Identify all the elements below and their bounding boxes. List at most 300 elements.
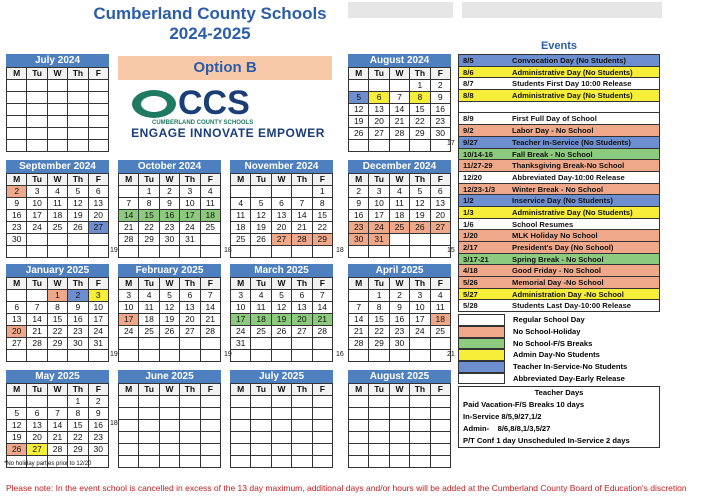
day-cell <box>349 408 369 420</box>
day-cell: 11 <box>231 210 251 222</box>
day-cell <box>27 290 47 302</box>
month-12 <box>230 370 333 468</box>
day-name: Tu <box>139 174 159 186</box>
day-cell: 13 <box>369 104 389 116</box>
day-cell <box>431 396 451 408</box>
day-cell <box>119 396 139 408</box>
day-cell: 19 <box>68 210 88 222</box>
event-text: President's Day (No School) <box>512 243 614 252</box>
day-cell: 16 <box>431 104 451 116</box>
day-cell: 28 <box>390 128 410 140</box>
title-school: Cumberland County Schools <box>93 4 327 23</box>
key-label: No School-Holiday <box>513 326 581 336</box>
day-cell: 3 <box>369 186 389 198</box>
key-swatch <box>458 373 505 385</box>
day-cell <box>160 444 180 456</box>
day-cell: 20 <box>292 314 312 326</box>
day-cell <box>251 186 271 198</box>
day-cell: 26 <box>68 222 88 234</box>
day-cell <box>349 290 369 302</box>
key-swatch <box>458 314 505 326</box>
day-cell <box>27 396 47 408</box>
day-cell: 24 <box>119 326 139 338</box>
day-cell: 2 <box>349 186 369 198</box>
day-cell: 27 <box>7 338 27 350</box>
day-cell <box>89 456 109 468</box>
day-cell: 20 <box>180 314 200 326</box>
day-cell <box>251 420 271 432</box>
teacher-days-in-service: In-Service 8/5,9/27,1/2 <box>463 412 542 422</box>
day-cell: 19 <box>349 116 369 128</box>
month-day-count: 19 <box>110 351 118 358</box>
day-cell: 20 <box>7 326 27 338</box>
day-cell <box>410 456 430 468</box>
day-cell <box>119 408 139 420</box>
month-7 <box>118 264 221 362</box>
day-cell: 31 <box>89 338 109 350</box>
day-cell <box>68 350 88 362</box>
day-cell: 14 <box>27 314 47 326</box>
month-grid <box>118 277 221 362</box>
day-name: W <box>160 384 180 396</box>
event-date: 12/23-1/3 <box>463 184 496 194</box>
month-title: March 2025 <box>230 264 333 277</box>
day-cell <box>251 456 271 468</box>
day-cell: 15 <box>68 420 88 432</box>
month-2 <box>6 160 109 258</box>
day-cell <box>48 140 68 152</box>
day-cell: 1 <box>369 290 389 302</box>
day-cell: 19 <box>272 314 292 326</box>
day-cell <box>251 444 271 456</box>
event-text <box>506 102 659 113</box>
teacher-days-paid-vacation: Paid Vacation-F/S Breaks 10 days <box>463 400 585 410</box>
month-day-count: 18 <box>224 247 232 254</box>
day-cell <box>431 444 451 456</box>
day-cell <box>431 432 451 444</box>
day-cell <box>369 432 389 444</box>
day-cell: 16 <box>390 314 410 326</box>
day-cell <box>231 186 251 198</box>
day-cell: 22 <box>48 326 68 338</box>
day-cell <box>349 246 369 258</box>
day-cell: 5 <box>7 408 27 420</box>
day-cell: 9 <box>68 302 88 314</box>
month-title: February 2025 <box>118 264 221 277</box>
day-cell <box>390 234 410 246</box>
day-cell <box>180 350 200 362</box>
day-cell: 15 <box>313 210 333 222</box>
day-cell <box>48 396 68 408</box>
day-cell <box>292 246 312 258</box>
day-cell <box>410 140 430 152</box>
day-cell <box>160 432 180 444</box>
day-cell: 10 <box>89 302 109 314</box>
day-name: Tu <box>251 174 271 186</box>
day-cell: 7 <box>292 198 312 210</box>
day-cell <box>180 338 200 350</box>
event-row <box>459 195 659 207</box>
day-cell: 24 <box>410 326 430 338</box>
day-cell <box>180 444 200 456</box>
month-4 <box>230 160 333 258</box>
day-cell: 14 <box>119 210 139 222</box>
day-cell <box>410 234 430 246</box>
event-date: 3/17-21 <box>463 254 489 264</box>
day-name: Th <box>410 384 430 396</box>
day-cell: 7 <box>349 302 369 314</box>
day-name: M <box>119 384 139 396</box>
day-cell <box>89 234 109 246</box>
day-cell <box>251 432 271 444</box>
day-cell: 27 <box>292 326 312 338</box>
day-cell: 18 <box>201 210 221 222</box>
day-name: Tu <box>27 278 47 290</box>
month-grid <box>230 383 333 468</box>
day-cell: 2 <box>160 186 180 198</box>
day-cell <box>27 104 47 116</box>
day-cell <box>201 246 221 258</box>
day-cell <box>390 444 410 456</box>
day-cell: 19 <box>160 314 180 326</box>
day-cell <box>231 408 251 420</box>
day-name: Tu <box>369 384 389 396</box>
day-cell: 25 <box>431 326 451 338</box>
day-name: W <box>48 174 68 186</box>
event-row <box>459 137 659 149</box>
top-gray-band-left <box>348 2 453 18</box>
month-title: September 2024 <box>6 160 109 173</box>
logo-subtext: CUMBERLAND COUNTY SCHOOLS <box>152 120 254 126</box>
day-cell: 20 <box>272 222 292 234</box>
day-cell <box>89 140 109 152</box>
footnote: *No holiday parties prior to 12/20 <box>4 461 92 467</box>
day-cell: 22 <box>410 116 430 128</box>
day-cell: 14 <box>390 104 410 116</box>
event-date: 11/27-29 <box>463 161 493 171</box>
event-row <box>459 78 659 90</box>
day-name: Th <box>68 278 88 290</box>
day-cell <box>272 444 292 456</box>
day-cell <box>119 456 139 468</box>
day-cell <box>369 420 389 432</box>
day-cell <box>292 444 312 456</box>
day-cell <box>68 80 88 92</box>
day-cell: 11 <box>201 198 221 210</box>
month-6 <box>6 264 109 362</box>
day-cell: 29 <box>369 338 389 350</box>
day-cell <box>201 420 221 432</box>
day-cell <box>251 350 271 362</box>
day-cell: 31 <box>231 338 251 350</box>
day-name: M <box>231 278 251 290</box>
day-cell: 11 <box>390 198 410 210</box>
day-cell <box>7 116 27 128</box>
day-name: Th <box>180 384 200 396</box>
day-cell <box>139 338 159 350</box>
month-title: November 2024 <box>230 160 333 173</box>
day-cell <box>139 456 159 468</box>
day-cell <box>201 408 221 420</box>
event-text: First Full Day of School <box>512 114 597 124</box>
day-cell: 11 <box>431 302 451 314</box>
event-date: 8/8 <box>463 91 474 101</box>
day-cell <box>369 396 389 408</box>
day-name: F <box>89 68 109 80</box>
option-banner: Option B <box>118 56 332 80</box>
day-cell <box>231 420 251 432</box>
day-cell: 5 <box>251 198 271 210</box>
day-cell <box>349 350 369 362</box>
month-day-count: 21 <box>447 351 455 358</box>
event-row <box>459 55 659 67</box>
day-cell: 5 <box>349 92 369 104</box>
day-cell <box>349 420 369 432</box>
day-cell: 15 <box>48 314 68 326</box>
day-cell: 21 <box>349 326 369 338</box>
day-name: F <box>89 384 109 396</box>
day-cell <box>160 408 180 420</box>
month-8 <box>230 264 333 362</box>
day-cell <box>292 420 312 432</box>
event-row <box>459 219 659 231</box>
day-name: Th <box>292 384 312 396</box>
day-cell <box>27 128 47 140</box>
day-cell: 25 <box>251 326 271 338</box>
events-list <box>458 54 660 312</box>
day-cell: 4 <box>201 186 221 198</box>
month-title: December 2024 <box>348 160 451 173</box>
day-cell: 21 <box>119 222 139 234</box>
day-name: F <box>89 174 109 186</box>
month-grid <box>6 67 109 152</box>
day-cell <box>89 116 109 128</box>
day-cell: 13 <box>7 314 27 326</box>
day-cell: 27 <box>369 128 389 140</box>
day-cell: 23 <box>390 326 410 338</box>
day-cell <box>201 350 221 362</box>
day-cell <box>89 350 109 362</box>
day-cell: 4 <box>431 290 451 302</box>
event-row <box>459 160 659 172</box>
day-cell: 19 <box>410 210 430 222</box>
day-cell: 26 <box>349 128 369 140</box>
day-cell <box>390 246 410 258</box>
day-cell <box>292 186 312 198</box>
day-cell: 21 <box>201 314 221 326</box>
month-title: April 2025 <box>348 264 451 277</box>
day-cell: 22 <box>68 432 88 444</box>
day-cell: 4 <box>139 290 159 302</box>
event-row <box>459 207 659 219</box>
event-date: 1/3 <box>463 207 474 217</box>
day-cell <box>119 246 139 258</box>
month-title: July 2024 <box>6 54 109 67</box>
event-date: 10/14-16 <box>463 149 493 159</box>
day-cell: 21 <box>313 314 333 326</box>
day-cell <box>89 128 109 140</box>
day-cell: 23 <box>7 222 27 234</box>
month-1 <box>348 54 451 152</box>
day-cell <box>89 246 109 258</box>
day-cell <box>272 350 292 362</box>
day-cell: 12 <box>7 420 27 432</box>
day-cell: 25 <box>139 326 159 338</box>
month-grid <box>118 173 221 258</box>
day-cell: 18 <box>48 210 68 222</box>
day-cell: 31 <box>180 234 200 246</box>
day-cell: 12 <box>251 210 271 222</box>
day-name: F <box>201 278 221 290</box>
day-name: W <box>272 174 292 186</box>
day-cell: 25 <box>48 222 68 234</box>
month-day-count: 19 <box>224 351 232 358</box>
day-cell: 22 <box>313 222 333 234</box>
day-cell <box>7 104 27 116</box>
month-grid <box>348 173 451 258</box>
day-cell: 24 <box>369 222 389 234</box>
day-cell: 10 <box>180 198 200 210</box>
day-cell: 28 <box>292 234 312 246</box>
day-name: Th <box>68 174 88 186</box>
day-cell: 3 <box>180 186 200 198</box>
event-date: 1/6 <box>463 219 474 229</box>
day-cell <box>68 234 88 246</box>
event-text: Administration Day -No School <box>512 289 624 299</box>
day-cell <box>119 338 139 350</box>
day-cell <box>369 140 389 152</box>
day-cell: 13 <box>431 198 451 210</box>
day-cell <box>160 396 180 408</box>
day-cell: 1 <box>313 186 333 198</box>
day-cell: 12 <box>160 302 180 314</box>
day-cell: 1 <box>410 80 430 92</box>
day-cell: 3 <box>410 290 430 302</box>
day-cell: 21 <box>390 116 410 128</box>
month-11 <box>118 370 221 468</box>
day-cell: 6 <box>89 186 109 198</box>
day-name: W <box>160 174 180 186</box>
key-label: No School-F/S Breaks <box>513 338 593 348</box>
day-cell <box>369 408 389 420</box>
day-name: F <box>431 278 451 290</box>
day-cell: 27 <box>89 222 109 234</box>
day-cell: 15 <box>410 104 430 116</box>
day-cell <box>410 444 430 456</box>
event-row <box>459 300 659 312</box>
day-name: Tu <box>27 174 47 186</box>
event-row <box>459 172 659 184</box>
day-cell <box>48 128 68 140</box>
day-cell: 2 <box>390 290 410 302</box>
day-name: Th <box>410 278 430 290</box>
day-cell <box>201 444 221 456</box>
day-cell: 4 <box>251 290 271 302</box>
event-row <box>459 125 659 137</box>
event-text: Winter Break - No School <box>512 184 604 194</box>
month-grid <box>6 277 109 362</box>
day-name: Tu <box>27 68 47 80</box>
day-cell <box>48 104 68 116</box>
day-cell: 18 <box>390 210 410 222</box>
day-cell <box>201 456 221 468</box>
day-cell <box>313 350 333 362</box>
day-cell <box>27 116 47 128</box>
event-text: Teacher In-Service (No Students) <box>512 137 631 147</box>
event-row <box>459 149 659 161</box>
day-cell: 6 <box>7 302 27 314</box>
day-cell <box>231 396 251 408</box>
day-cell <box>27 80 47 92</box>
day-cell <box>349 432 369 444</box>
day-cell <box>27 92 47 104</box>
teacher-days-title: Teacher Days <box>534 388 584 398</box>
day-cell <box>180 456 200 468</box>
event-text: Students First Day 10:00 Release <box>512 79 632 89</box>
day-cell: 10 <box>410 302 430 314</box>
event-text: Administrative Day (No Students) <box>512 207 633 217</box>
day-cell: 13 <box>89 198 109 210</box>
month-day-count: 17 <box>447 140 455 147</box>
month-3 <box>118 160 221 258</box>
event-row <box>459 289 659 301</box>
day-name: Th <box>180 174 200 186</box>
day-cell <box>292 350 312 362</box>
day-name: W <box>272 278 292 290</box>
day-cell <box>272 246 292 258</box>
day-cell: 12 <box>410 198 430 210</box>
day-name: M <box>231 174 251 186</box>
key-swatch <box>458 349 505 361</box>
day-cell: 6 <box>180 290 200 302</box>
day-cell: 21 <box>27 326 47 338</box>
day-cell: 8 <box>68 408 88 420</box>
day-cell: 5 <box>68 186 88 198</box>
day-cell: 25 <box>390 222 410 234</box>
event-text: Administrative Day (No Students) <box>512 91 633 101</box>
day-cell: 17 <box>27 210 47 222</box>
day-cell: 30 <box>431 128 451 140</box>
key-row <box>458 361 660 373</box>
event-date <box>459 102 506 113</box>
day-cell: 21 <box>292 222 312 234</box>
day-cell <box>180 420 200 432</box>
day-name: W <box>272 384 292 396</box>
day-cell: 9 <box>160 198 180 210</box>
day-cell: 5 <box>272 290 292 302</box>
day-cell <box>27 234 47 246</box>
day-cell <box>349 80 369 92</box>
day-cell <box>410 432 430 444</box>
day-cell <box>410 350 430 362</box>
day-cell <box>313 396 333 408</box>
day-cell <box>272 432 292 444</box>
day-cell <box>431 338 451 350</box>
day-cell <box>390 350 410 362</box>
day-cell <box>272 408 292 420</box>
day-cell: 8 <box>313 198 333 210</box>
day-name: Tu <box>27 384 47 396</box>
day-cell: 3 <box>89 290 109 302</box>
day-name: M <box>119 278 139 290</box>
day-cell: 26 <box>7 444 27 456</box>
event-row <box>459 265 659 277</box>
day-cell: 27 <box>180 326 200 338</box>
day-cell <box>410 246 430 258</box>
day-cell: 7 <box>48 408 68 420</box>
day-cell: 12 <box>349 104 369 116</box>
day-cell <box>272 456 292 468</box>
